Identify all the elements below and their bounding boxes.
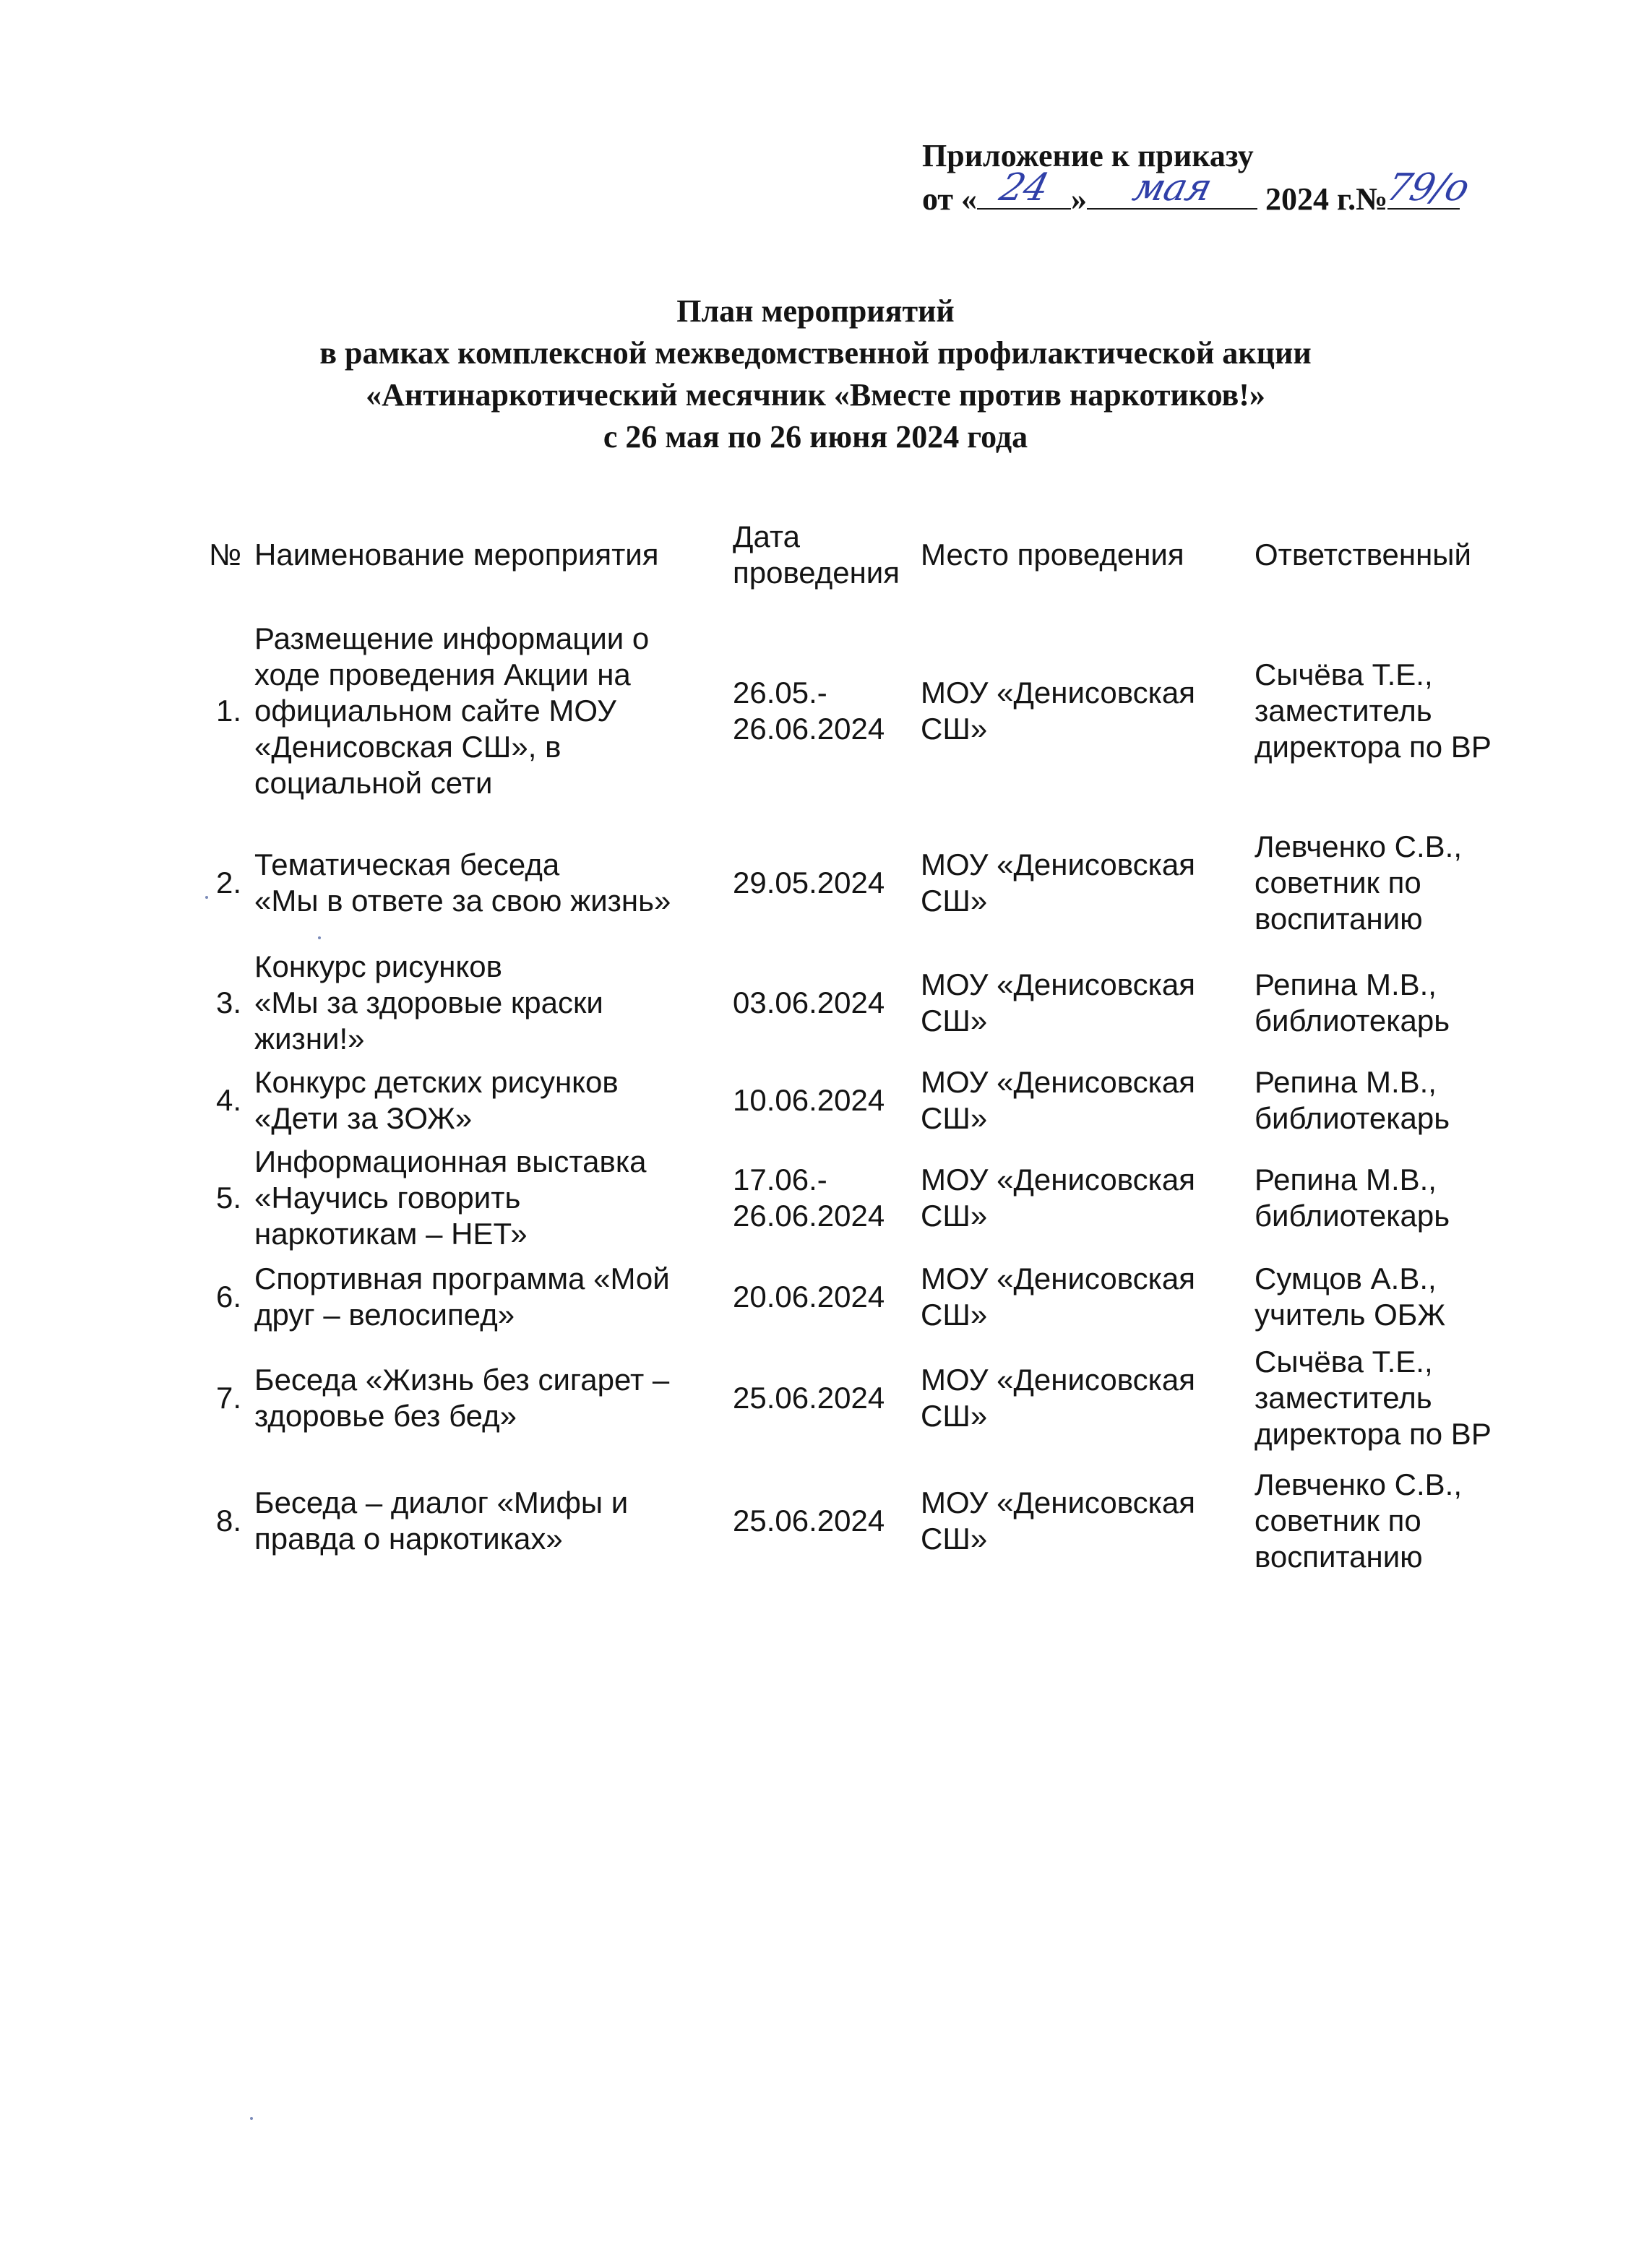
table-row [147,604,1506,818]
row-responsible: Репина М.В., библиотекарь [1255,967,1450,1038]
table-row [147,1143,1506,1253]
row-place: МОУ «Денисовская СШ» [921,1262,1195,1332]
plan-title [0,290,1631,458]
row-date: 03.06.2024 [733,986,885,1019]
row-responsible: Сычёва Т.Е., заместитель директора по ВР [1255,1345,1492,1451]
row-responsible: Левченко С.В., советник по воспитанию [1255,1467,1463,1574]
row-name: Спортивная программа «Мой друг – велосипед» [254,1262,670,1332]
row-place: МОУ «Денисовская СШ» [921,1363,1195,1433]
row-responsible: Репина М.В., библиотекарь [1255,1065,1450,1135]
table-row [147,818,1506,948]
appendix-header [922,134,1473,221]
order-number-field [1382,166,1473,210]
table-row [147,1341,1506,1455]
month-handwritten: мая [1128,166,1216,210]
row-num: 2. [215,866,241,900]
row-date: 17.06.- 26.06.2024 [733,1163,885,1233]
scan-speck [205,896,208,899]
events-table [147,506,1506,1587]
order-number-handwritten: 79/о [1382,166,1473,210]
row-place: МОУ «Денисовская СШ» [921,1065,1195,1135]
header-name: Наименование мероприятия [254,538,659,572]
scan-speck [250,2117,253,2120]
row-name: Размещение информации о ходе проведения Акции на официальном сайте МОУ «Денисовская СШ», в социальной сети [254,621,650,800]
row-date: 20.06.2024 [733,1280,885,1314]
header-date: Дата проведения [733,519,900,590]
row-place: МОУ «Денисовская СШ» [921,1163,1195,1233]
appendix-title: Приложение к приказу [922,138,1254,173]
title-line-2: в рамках комплексной межведомственной профилактической акции [319,335,1312,371]
title-line-4: с 26 мая по 26 июня 2024 года [603,419,1028,454]
row-place: МОУ «Денисовская СШ» [921,967,1195,1038]
title-line-3: «Антинаркотический месячник «Вместе против наркотиков!» [366,377,1265,413]
row-name: Конкурс детских рисунков «Дети за ЗОЖ» [254,1065,619,1135]
row-name: Информационная выставка «Научись говорить наркотикам – НЕТ» [254,1144,647,1251]
date-mid: » [1071,181,1088,217]
row-date: 29.05.2024 [733,866,885,900]
row-num: 8. [215,1504,241,1538]
row-name: Тематическая беседа «Мы в ответе за свою жизнь» [254,848,671,918]
row-place: МОУ «Денисовская СШ» [921,676,1195,746]
date-prefix: от « [922,181,978,217]
row-name: Беседа – диалог «Мифы и правда о наркотиках» [254,1486,629,1556]
row-num: 5. [215,1181,241,1215]
table-row [147,1058,1506,1143]
day-field [977,166,1071,210]
row-name: Конкурс рисунков «Мы за здоровые краски жизни!» [254,949,603,1056]
scan-speck [318,936,321,939]
row-date: 10.06.2024 [733,1083,885,1117]
row-place: МОУ «Денисовская СШ» [921,848,1195,918]
row-date: 25.06.2024 [733,1504,885,1538]
row-name: Беседа «Жизнь без сигарет – здоровье без бед» [254,1363,670,1433]
table-row [147,1455,1506,1587]
table-row [147,1253,1506,1341]
day-handwritten: 24 [995,166,1053,210]
row-responsible: Левченко С.В., советник по воспитанию [1255,829,1463,936]
year-text: 2024 г.№ [1265,181,1388,217]
header-num: № [208,538,241,572]
header-place: Место проведения [921,538,1184,572]
table-row [147,948,1506,1058]
row-num: 6. [215,1280,241,1314]
row-num: 7. [215,1381,241,1415]
row-date: 25.06.2024 [733,1381,885,1415]
row-num: 1. [215,694,241,728]
month-field [1087,166,1257,210]
title-line-1: План мероприятий [676,293,955,329]
row-date: 26.05.- 26.06.2024 [733,676,885,746]
row-responsible: Сумцов А.В., учитель ОБЖ [1255,1262,1446,1332]
row-num: 4. [215,1083,241,1117]
row-place: МОУ «Денисовская СШ» [921,1486,1195,1556]
table-header-row [147,506,1506,604]
row-num: 3. [215,986,241,1019]
header-responsible: Ответственный [1255,538,1471,572]
order-date-line [922,166,1473,221]
row-responsible: Сычёва Т.Е., заместитель директора по ВР [1255,657,1492,764]
row-responsible: Репина М.В., библиотекарь [1255,1163,1450,1233]
